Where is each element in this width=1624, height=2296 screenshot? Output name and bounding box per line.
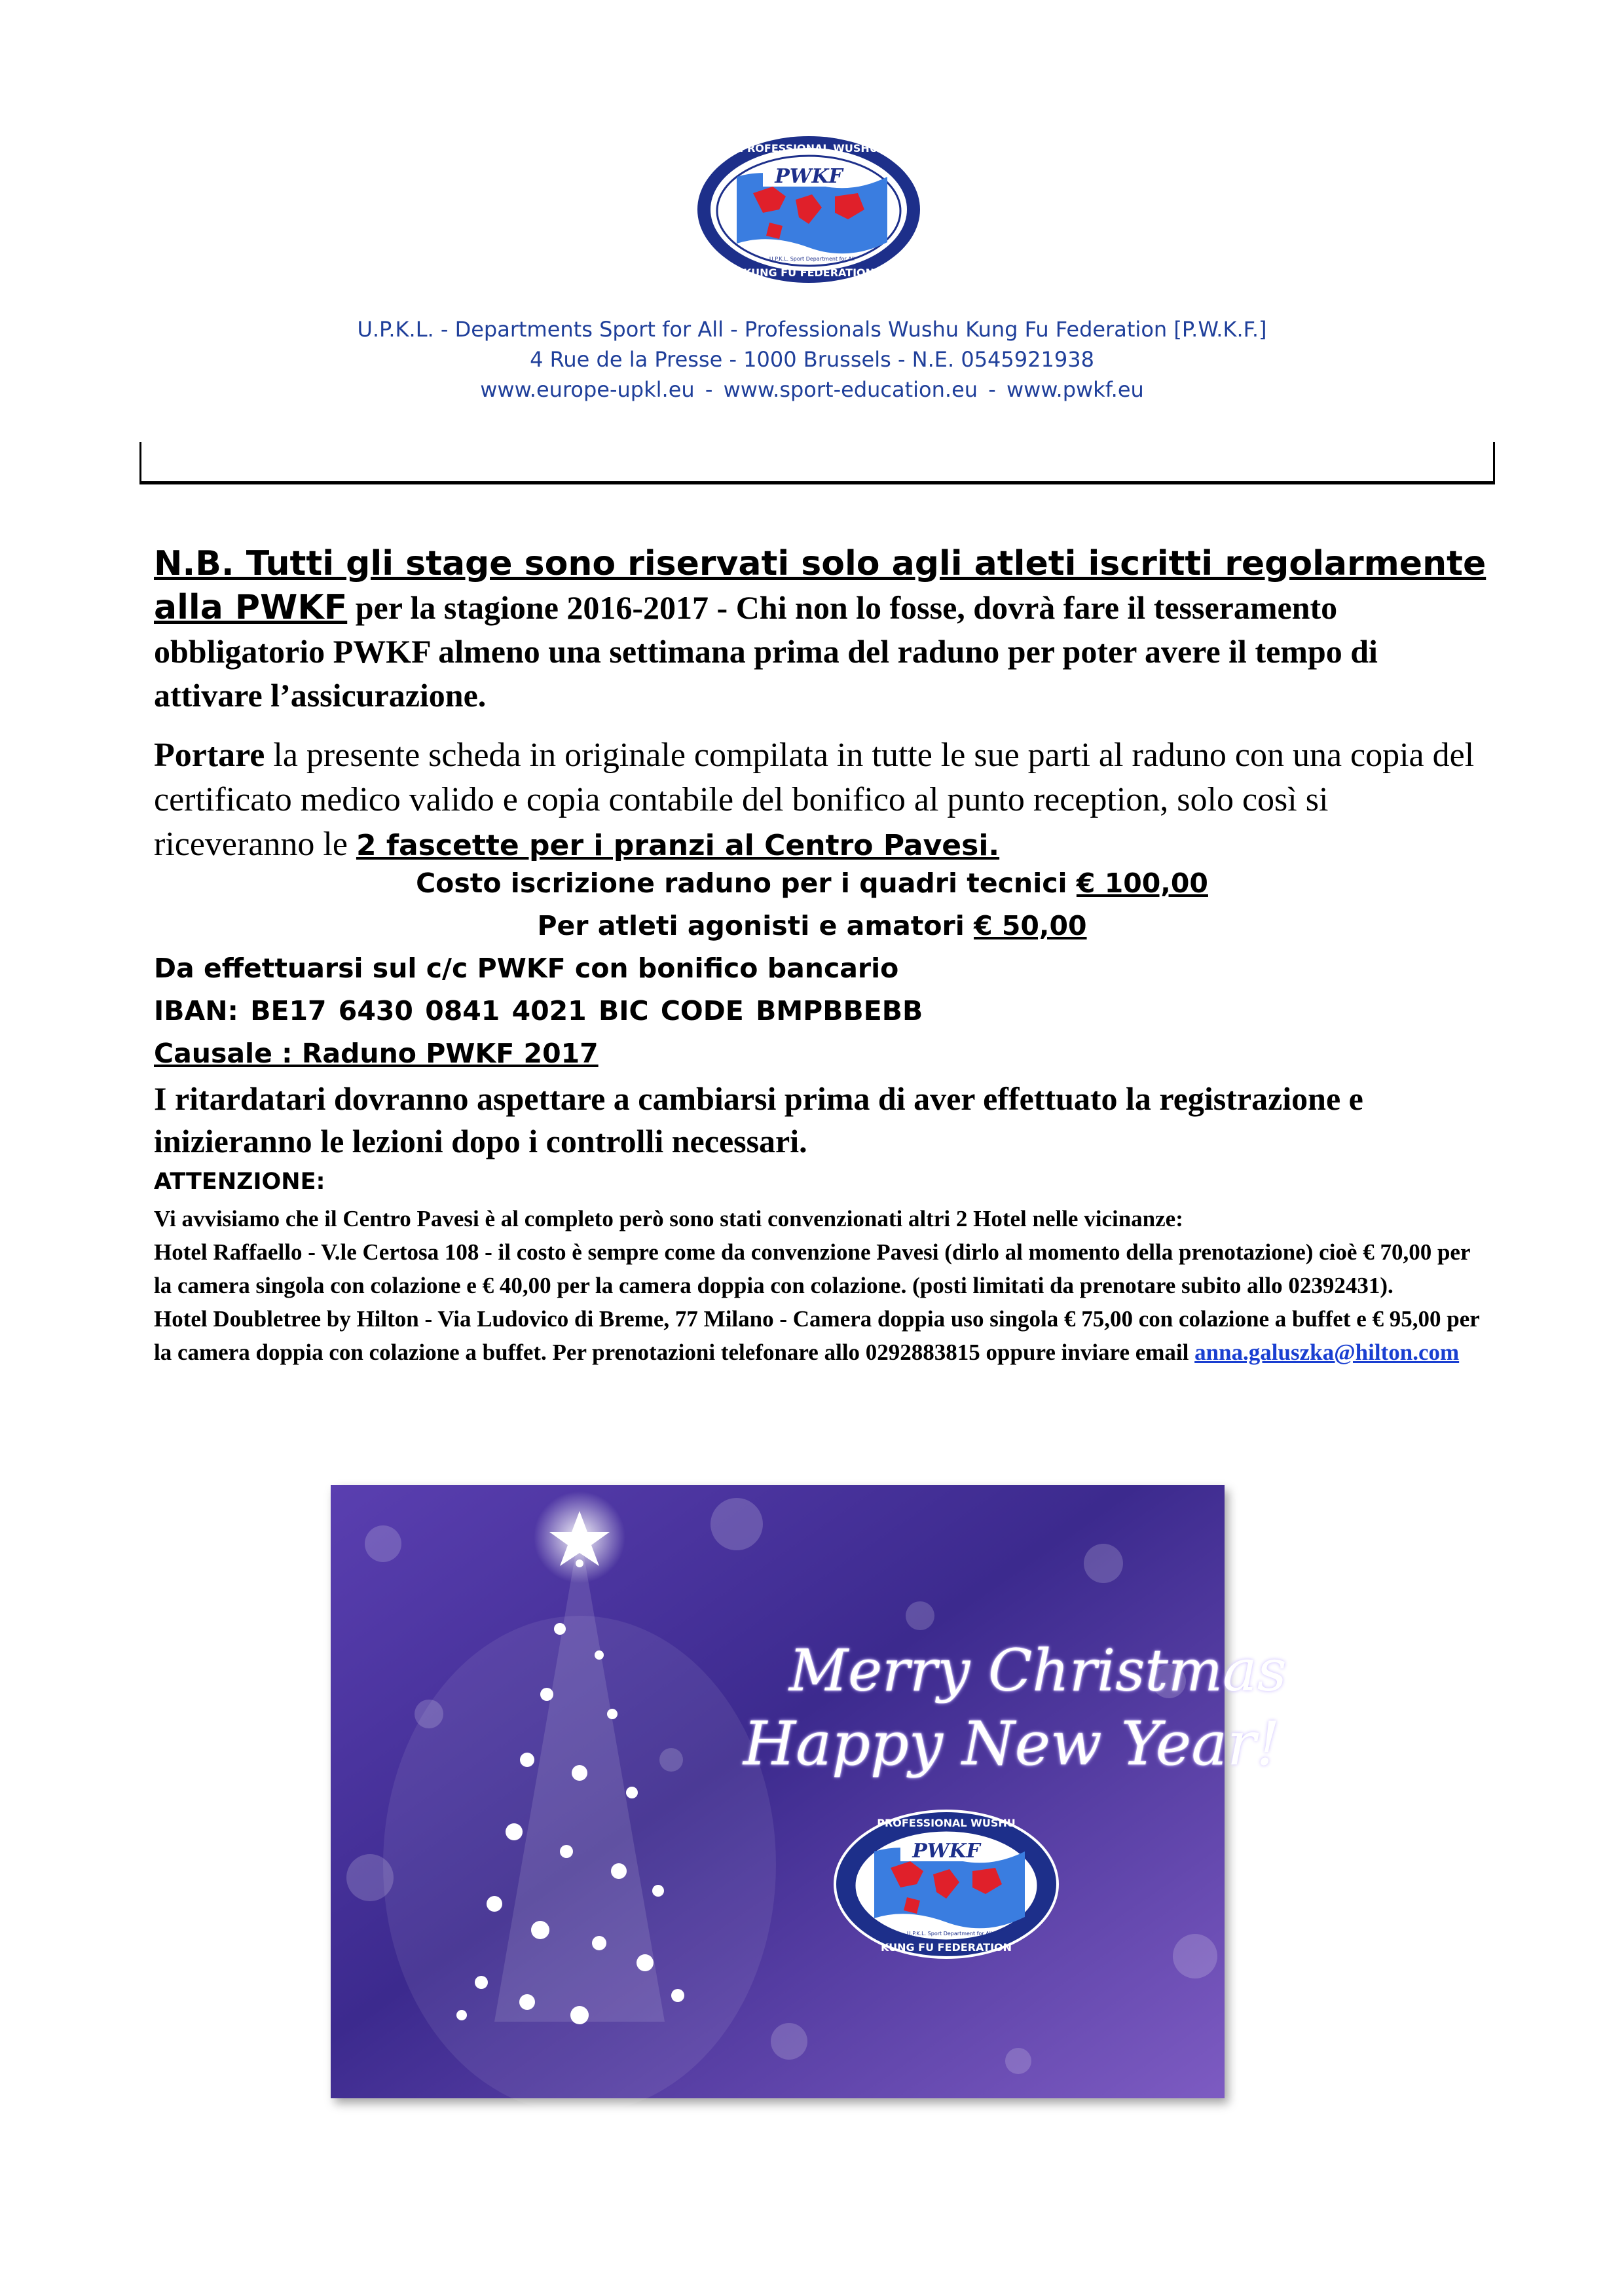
pwkf-logo-card: [828, 1806, 1064, 1963]
email-link[interactable]: anna.galuszka@hilton.com: [1194, 1339, 1460, 1365]
header-address-line: 4 Rue de la Presse - 1000 Brussels - N.E. 0545921938: [530, 347, 1094, 372]
greeting-happy-new-year: Happy New Year!: [743, 1709, 1281, 1779]
christmas-card-image: [331, 1485, 1287, 2098]
card-logo-name: PWKF: [912, 1840, 980, 1863]
card-logo-small: U.P.K.L. Sport Department for All: [906, 1931, 993, 1937]
portare-paragraph: [154, 733, 1490, 868]
note-pavesi: Vi avvisiamo che il Centro Pavesi è al completo però sono stati convenzionati altri 2 Hotel nelle vicinanze:: [154, 1206, 1183, 1231]
cost-athletes: Per atleti agonisti e amatori € 50,00: [537, 910, 1087, 941]
card-logo-arc-bottom: KUNG FU FEDERATION: [880, 1941, 1012, 1954]
greeting-merry-christmas: Merry Christmas: [789, 1637, 1287, 1704]
nb-text: per la stagione 2016-2017 - Chi non lo fosse, dovrà fare il tesseramento obbligatorio PWKF almeno una settimana prima del raduno per poter avere il tempo di attivare l’assicurazione.: [154, 589, 1378, 714]
portare-highlight: 2 fascette per i pranzi al Centro Pavesi.: [356, 829, 1000, 862]
note-doubletree: Hotel Doubletree by Hilton - Via Ludovico di Breme, 77 Milano - Camera doppia uso singola € 75,00 con colazione a buffet e € 95,00 per la camera doppia con colazione a buffet. Per prenotazioni telefonare allo 0292883815 oppure inviare email anna.galuszka@hilton.com: [154, 1306, 1480, 1365]
logo-arc-top: PROFESSIONAL WUSHU: [739, 142, 878, 155]
nb-paragraph: [154, 542, 1490, 718]
logo-small: U.P.K.L. Sport Department for All: [769, 256, 855, 262]
cost-technical: Costo iscrizione raduno per i quadri tecnici € 100,00: [416, 867, 1208, 899]
latecomers-paragraph: I ritardatari dovranno aspettare a cambiarsi prima di aver effettuato la registrazione e inizieranno le lezioni dopo i controlli necessari.: [154, 1080, 1363, 1159]
portare-text: la presente scheda in originale compilata in tutte le sue parti al raduno con una copia del certificato medico valido e copia contabile del bonifico al punto reception, solo così si riceveranno le: [154, 737, 1475, 863]
pwkf-logo: [691, 131, 927, 288]
card-logo-arc-top: PROFESSIONAL WUSHU: [877, 1817, 1016, 1829]
bank-reason: Causale : Raduno PWKF 2017: [154, 1038, 599, 1069]
header-divider: [139, 442, 1495, 484]
cost-athletes-amount: € 50,00: [974, 910, 1087, 941]
logo-arc-bottom: KUNG FU FEDERATION: [743, 266, 875, 279]
attention-heading: ATTENZIONE:: [154, 1169, 325, 1195]
note-raffaello: Hotel Raffaello - V.le Certosa 108 - il costo è sempre come da convenzione Pavesi (dirlo al momento della prenotazione) cioè € 70,00 per la camera singola con colazione e € 40,00 per la camera doppia con colazione. (posti limitati da prenotare subito allo 02392431).: [154, 1239, 1470, 1298]
bank-iban: IBAN: BE17 6430 0841 4021 BIC CODE BMPBBEBB: [154, 995, 923, 1027]
bank-instructions: Da effettuarsi sul c/c PWKF con bonifico bancario: [154, 953, 899, 984]
header-org-line: U.P.K.L. - Departments Sport for All - Professionals Wushu Kung Fu Federation [P.W.K.F.]: [357, 317, 1267, 342]
logo-name: PWKF: [775, 165, 843, 188]
hotel-notes: [154, 1202, 1490, 1369]
nb-heading: N.B. Tutti gli stage sono riservati solo agli atleti iscritti regolarmente alla PWKF: [154, 544, 1486, 627]
cost-technical-amount: € 100,00: [1076, 867, 1208, 899]
header-websites-line: www.europe-upkl.eu - www.sport-education.eu - www.pwkf.eu: [480, 377, 1144, 402]
portare-lead: Portare: [154, 737, 265, 774]
